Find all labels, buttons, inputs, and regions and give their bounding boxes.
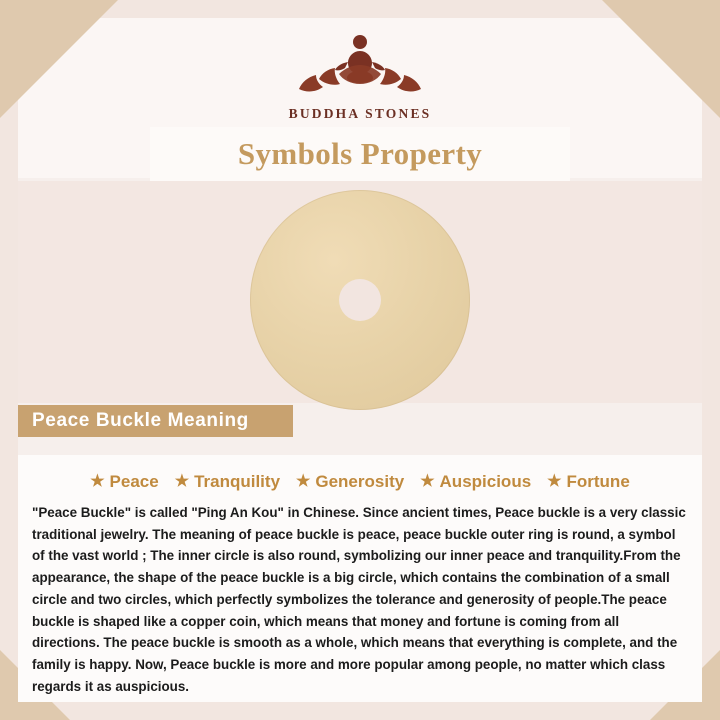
keyword-fortune [547, 472, 630, 492]
page-title-bar [150, 127, 570, 181]
product-image-wrap [0, 190, 720, 410]
star-icon: ★ [547, 473, 562, 490]
page-title: Symbols Property [237, 136, 483, 171]
section-ribbon-label: Peace Buckle Meaning [32, 410, 249, 431]
keyword-label: Fortune [566, 472, 630, 491]
keyword-label: Peace [109, 472, 159, 491]
brand-logo [0, 24, 720, 122]
star-icon: ★ [420, 473, 435, 490]
keyword-label: Tranquility [194, 472, 281, 491]
keyword-row [18, 472, 702, 492]
keyword-auspicious [420, 472, 531, 492]
keyword-tranquility [175, 472, 280, 492]
keyword-label: Generosity [315, 472, 405, 491]
keyword-label: Auspicious [439, 472, 532, 491]
keyword-peace [90, 472, 159, 492]
star-icon: ★ [90, 473, 105, 490]
keyword-generosity [296, 472, 404, 492]
body-paragraph: "Peace Buckle" is called "Ping An Kou" in Chinese. Since ancient times, Peace buckle is a very classic traditional jewelry. The meaning of peace buckle is peace, peace buckle outer ring is round, a symbol of the vast world ; The inner circle is also round, symbolizing our inner peace and tranquility.From the appearance, the shape of the peace buckle is a big circle, which contains the combination of a small circle and two circles, which perfectly symbolizes the tolerance and generosity of people.The peace buckle is shaped like a copper coin, which means that money and fortune is coming from all directions. The peace buckle is smooth as a whole, which means that everything is complete, and the family is happy. Now, Peace buckle is more and more popular among people, no matter which class regards it as auspicious. [32, 505, 686, 694]
star-icon: ★ [174, 473, 190, 490]
peace-buckle-disc-icon [250, 190, 470, 410]
section-ribbon [18, 405, 293, 437]
lotus-meditation-icon [285, 24, 435, 102]
star-icon: ★ [296, 473, 311, 490]
disc-center-hole [339, 279, 381, 321]
brand-name: BUDDHA STONES [288, 106, 432, 121]
